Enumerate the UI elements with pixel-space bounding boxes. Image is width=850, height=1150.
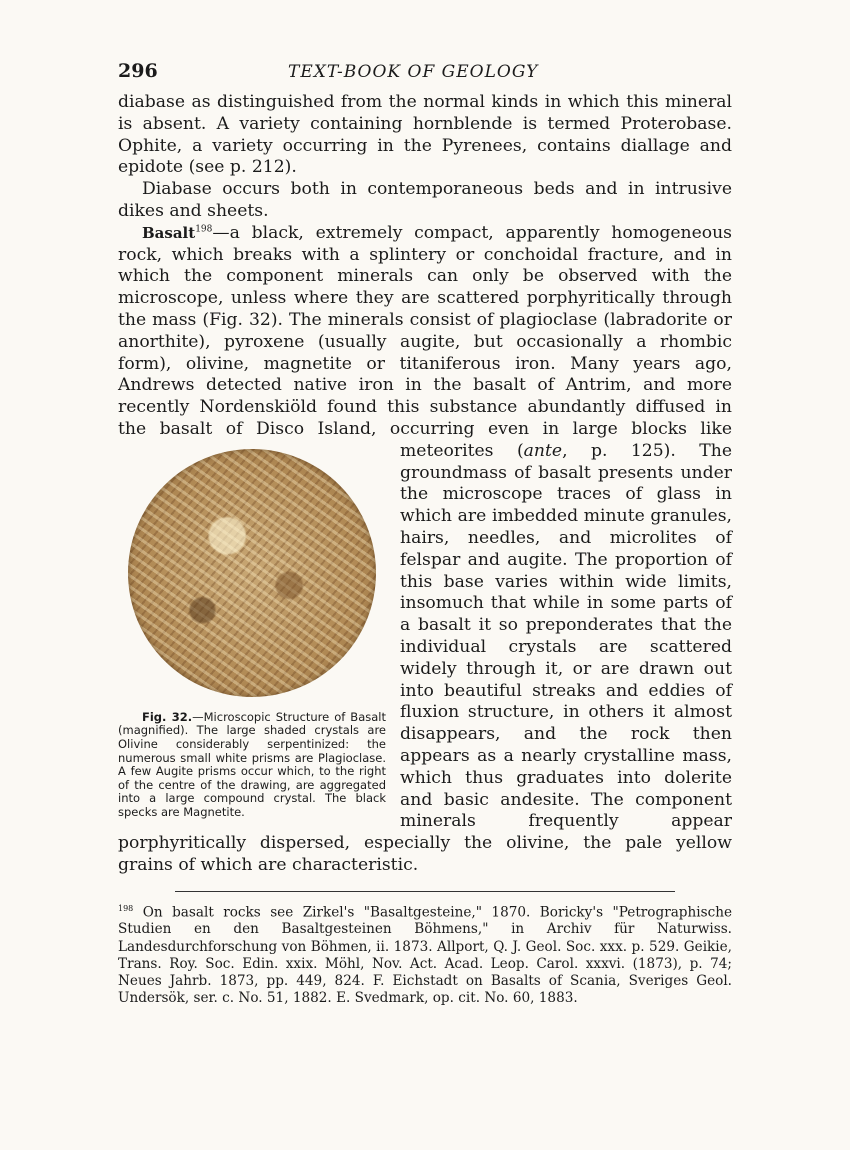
body-text: [118, 92, 732, 877]
figure-caption: [118, 711, 386, 820]
figure-32: [118, 445, 386, 820]
footnote-reference: 198: [195, 224, 213, 235]
footnote-text: On basalt rocks see Zirkel's "Basaltgesteine," 1870. Boricky's "Petrographische Studien en den Basaltgesteinen Böhmens," in Archiv für Naturwiss. Landesdurchforschung von Böhmen, ii. 1873. Allport, Q. J. Geol. Soc. xxx. p. 529. Geikie, Trans. Roy. Soc. Edin. xxix. Möhl, Nov. Act. Acad. Leop. Carol. xxxvi. (1873), p. 74; Neues Jahrb. 1873, pp. 449, 824. F. Eichstadt on Basalts of Scania, Sveriges Geol. Undersök, ser. c. No. 51, 1882. E. Svedmark, op. cit. No. 60, 1883.: [118, 904, 732, 1007]
running-head: TEXT-BOOK OF GEOLOGY: [288, 62, 539, 82]
figure-caption-text: —Microscopic Structure of Basalt (magnified). The large shaded crystals are Olivine considerably serpentinized: the numerous small white prisms are Plagioclase. A few Augite prisms occur which, to the right of the centre of the drawing, are aggregated into a large compound crystal. The black specks are Magnetite.: [118, 709, 386, 819]
basalt-micrograph-image: [128, 449, 376, 697]
paragraph-diabase-occurrence: Diabase occurs both in contemporaneous beds and in intrusive dikes and sheets.: [118, 179, 732, 221]
figure-label: Fig. 32.: [142, 709, 193, 724]
basalt-term: Basalt: [142, 223, 196, 242]
paragraph-diabase-continued: diabase as distinguished from the normal kinds in which this mineral is absent. A variety containing hornblende is termed Proterobase. Ophite, a variety occurring in the Pyrenees, contains diallage and epidote (see p. 212).: [118, 92, 732, 178]
page-header: [118, 56, 732, 92]
footnote-mark: 198: [118, 903, 134, 913]
footnote-divider: [175, 891, 675, 892]
ante-reference: ante: [523, 440, 563, 461]
footnote: [118, 900, 732, 1008]
page: [118, 56, 732, 1007]
basalt-text-part1: —a black, extremely compact, apparently homogeneous rock, which breaks with a splintery or conchoidal fracture, and in which the component minerals can only be observed with the microscope, unless where they are scattered porphyritically through the mass (Fig. 32). The minerals consist of plagioclase (labradorite or anorthite), pyroxene (usually augite, but occasionally a rhombic form), olivine, magnetite or titaniferous iron. Many years ago, Andrews detected native iron in the basalt of Antrim, and more recently Nordenskiöld found this substance abundantly diffused in the basalt of Disco Island, occurring even in large blocks like meteorites (: [118, 222, 732, 461]
paragraph-basalt: [118, 223, 732, 877]
basalt-text-part2: , p. 125). The groundmass of basalt presents under the microscope traces of glass in which are imbedded minute granules, hairs, needles, and microlites of felspar and augite. The proportion of this base varies within wide limits, insomuch that while in some parts of a basalt it so preponderates that the individual crystals are scattered widely through it, or are drawn out into beautiful streaks and eddies of fluxion structure, in others it almost disappears, and the rock then appears as a nearly crystalline mass, which thus graduates into dolerite and basic andesite. The component minerals frequently appear porphyritically dispersed, especially the olivine, the pale yellow grains of which are characteristic.: [118, 440, 732, 875]
page-number: 296: [118, 60, 158, 82]
